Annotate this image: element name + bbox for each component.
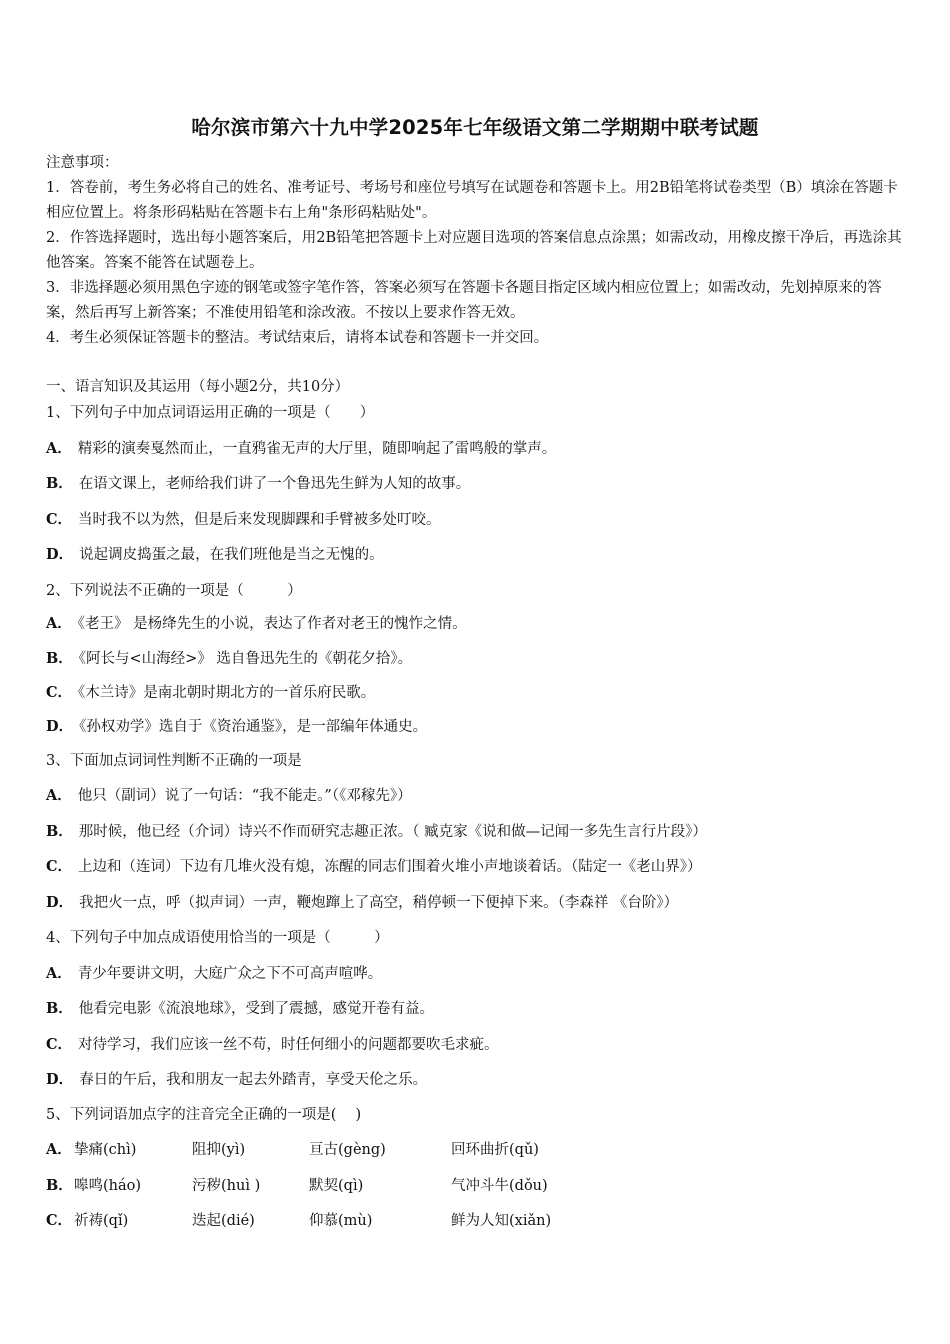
pinyin-item: 阻抑(yì)	[192, 1142, 246, 1158]
option-c	[46, 1033, 906, 1054]
exam-title: 哈尔滨市第六十九中学2025年七年级语文第二学期期中联考试题	[191, 116, 759, 139]
option-label: C．	[46, 1212, 73, 1229]
option-text: 我把火一点，呼（拟声词）一声，鞭炮蹿上了高空，稍停顿一下便掉下来。（李森祥 《台阶》）	[79, 895, 679, 911]
option-c	[46, 508, 906, 529]
option-text: 他只（副词）说了一句话：“我不能走。”（《邓稼先》）	[77, 788, 412, 804]
option-label: A．	[46, 615, 72, 632]
option-d	[46, 891, 906, 912]
option-text: 当时我不以为然，但是后来发现脚踝和手臂被多处叮咬。	[78, 512, 441, 528]
option-c	[46, 681, 906, 702]
option-label: B．	[46, 823, 73, 840]
notice-item: 3．非选择题必须用黑色字迹的钢笔或签字笔作答，答案必须写在答题卡各题目指定区域内相应位置上；如需改动，先划掉原来的答案，然后再写上新答案；不准使用铅笔和涂改液。不按以上要求作答无效。	[46, 280, 882, 321]
option-label: D．	[46, 546, 74, 563]
question-stem: 2、下列说法不正确的一项是（ ）	[46, 583, 302, 599]
option-b	[46, 472, 906, 493]
option-text: 《木兰诗》是南北朝时期北方的一首乐府民歌。	[78, 685, 376, 701]
notice-item: 1．答卷前，考生务必将自己的姓名、准考证号、考场号和座位号填写在试题卷和答题卡上。用2B铅笔将试卷类型（B）填涂在答题卡相应位置上。将条形码粘贴在答题卡右上角"条形码粘贴处"。	[46, 180, 898, 221]
pinyin-item: 嗥鸣(háo)	[74, 1178, 142, 1194]
pinyin-item: 亘古(gèng)	[309, 1142, 386, 1158]
option-label: C．	[46, 684, 73, 701]
option-c	[46, 855, 906, 876]
pinyin-item: 污秽(huì )	[192, 1178, 261, 1194]
option-text: 《孙权劝学》选自于《资治通鉴》，是一部编年体通史。	[79, 719, 428, 735]
option-label: C．	[46, 858, 73, 875]
option-label: C．	[46, 1036, 73, 1053]
option-a	[46, 612, 906, 633]
pinyin-item: 迭起(dié)	[192, 1213, 255, 1229]
option-label: A．	[46, 965, 72, 982]
option-label: A．	[46, 1141, 72, 1158]
option-text: 上边和（连词）下边有几堆火没有熄，冻醒的同志们围着火堆小声地谈着话。（陆定一《老山界》）	[78, 859, 702, 875]
option-text: 说起调皮捣蛋之最，在我们班他是当之无愧的。	[79, 547, 384, 563]
option-label: D．	[46, 718, 74, 735]
pinyin-item: 回环曲折(qǔ)	[451, 1142, 539, 1158]
option-text: 青少年要讲文明，大庭广众之下不可高声喧哗。	[77, 966, 383, 982]
pinyin-item: 默契(qì)	[309, 1178, 364, 1194]
option-label: D．	[46, 1071, 74, 1088]
option-label: B．	[46, 1177, 73, 1194]
pinyin-item: 祈祷(qǐ)	[74, 1213, 129, 1229]
option-label: B．	[46, 1000, 73, 1017]
option-a	[46, 962, 906, 983]
option-text: 《阿长与<山海经>》 选自鲁迅先生的《朝花夕拾》。	[78, 651, 413, 667]
option-b	[46, 820, 906, 841]
question-stem: 1、下列句子中加点词语运用正确的一项是（ ）	[46, 405, 375, 421]
option-a	[46, 784, 906, 805]
notice-item: 2．作答选择题时，选出每小题答案后，用2B铅笔把答题卡上对应题目选项的答案信息点涂黑；如需改动，用橡皮擦干净后，再选涂其他答案。答案不能答在试题卷上。	[46, 230, 902, 271]
pinyin-item: 仰慕(mù)	[309, 1213, 373, 1229]
option-d	[46, 543, 906, 564]
option-text: 那时候，他已经（介词）诗兴不作而研究志趣正浓。（ 臧克家《说和做—记闻一多先生言行片段》）	[78, 824, 707, 840]
question-stem: 5、下列词语加点字的注音完全正确的一项是( )	[46, 1107, 362, 1123]
pinyin-item: 挚痛(chì)	[74, 1142, 137, 1158]
option-text: 对待学习，我们应该一丝不苟，时任何细小的问题都要吹毛求疵。	[78, 1037, 499, 1053]
pinyin-item: 鲜为人知(xiǎn)	[451, 1213, 552, 1229]
option-b	[46, 997, 906, 1018]
option-label: B．	[46, 475, 73, 492]
option-label: B．	[46, 650, 73, 667]
option-text: 他看完电影《流浪地球》，受到了震撼，感觉开卷有益。	[78, 1001, 435, 1017]
option-text: 在语文课上，老师给我们讲了一个鲁迅先生鲜为人知的故事。	[78, 476, 471, 492]
question-stem: 3、下面加点词词性判断不正确的一项是	[46, 753, 302, 769]
notice-item: 4．考生必须保证答题卡的整洁。考试结束后，请将本试卷和答题卡一并交回。	[46, 330, 549, 346]
notice-block	[46, 151, 906, 351]
question-stem: 4、下列句子中加点成语使用恰当的一项是（ ）	[46, 930, 389, 946]
option-b	[46, 647, 906, 668]
section-heading: 一、语言知识及其运用（每小题2分，共10分）	[46, 379, 350, 395]
option-label: D．	[46, 894, 74, 911]
option-d	[46, 1068, 906, 1089]
option-label: C．	[46, 511, 73, 528]
pinyin-item: 气冲斗牛(dǒu)	[451, 1178, 548, 1194]
option-text: 《老王》 是杨绛先生的小说，表达了作者对老王的愧怍之情。	[77, 616, 467, 632]
option-d	[46, 715, 906, 736]
notice-heading: 注意事项：	[46, 155, 119, 171]
option-label: A．	[46, 787, 72, 804]
option-label: A．	[46, 440, 72, 457]
option-a	[46, 437, 906, 458]
option-text: 春日的午后，我和朋友一起去外踏青，享受天伦之乐。	[79, 1072, 428, 1088]
option-text: 精彩的演奏戛然而止，一直鸦雀无声的大厅里，随即响起了雷鸣般的掌声。	[77, 441, 557, 457]
